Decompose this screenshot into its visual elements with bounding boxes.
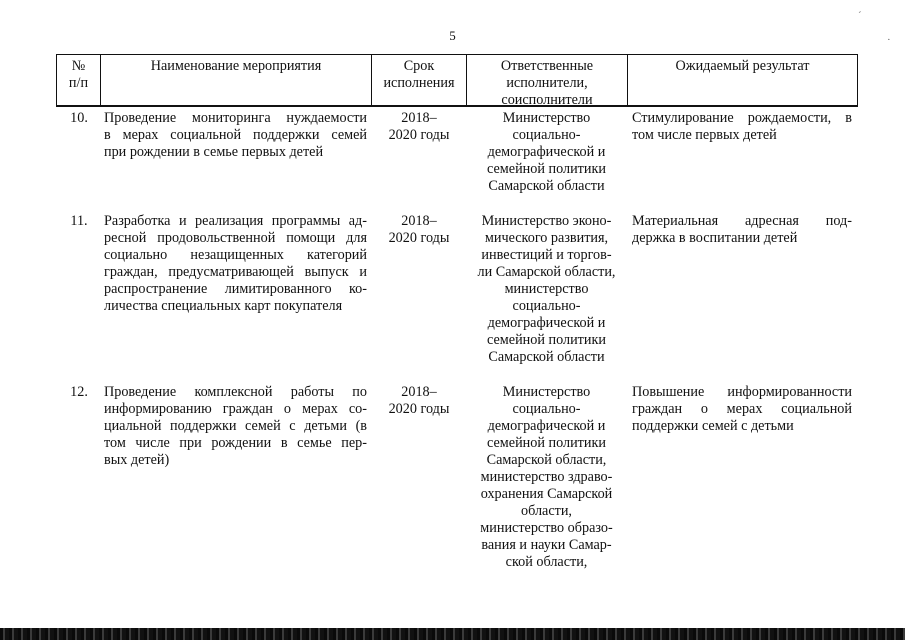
page-number: 5 <box>449 28 456 43</box>
row-12-responsible: Министерство социально- демографической и семейной политики Самарской области, министерство здраво- охранения Самарской области, министерство образо- вания и науки Самар- ской области, <box>480 384 613 570</box>
row-10-num: 10. <box>70 110 88 126</box>
header-name: Наименование мероприятия <box>150 58 322 74</box>
row-11-num: 11. <box>70 213 88 229</box>
header-num: № п/п <box>68 58 89 91</box>
row-12-num: 12. <box>70 384 88 400</box>
row-10-name: Проведение мониторинга нуждаемости в мерах социальной поддержки семей при рождении в семье первых детей <box>104 110 367 160</box>
row-12-result: Повышение информированности граждан о мерах социальной поддержки семей с детьми <box>632 384 852 434</box>
scan-edge <box>0 628 905 640</box>
row-12-name: Проведение комплексной работы по информированию граждан о мерах со- циальной поддержки семей с детьми (в том числе при рождении в семье пер- вых детей) <box>104 384 367 468</box>
row-11-term: 2018– 2020 годы <box>388 213 450 246</box>
header-result: Ожидаемый результат <box>675 58 810 74</box>
row-11-name: Разработка и реализация программы ад- ресной продовольственной помощи для социально незащищенных категорий граждан, предусматривающей выпуск и распространение лимитированного ко- личества специальных карт покупателя <box>104 213 367 314</box>
row-10-term: 2018– 2020 годы <box>388 110 450 143</box>
row-12-term: 2018– 2020 годы <box>388 384 450 417</box>
row-11-responsible: Министерство эконо- мического развития, инвестиций и торгов- ли Самарской области, министерство социально- демографической и семейной политики Самарской области <box>477 213 616 365</box>
header-responsible: Ответственные исполнители, соисполнители <box>500 58 594 108</box>
row-11-result: Материальная адресная под- держка в воспитании детей <box>632 213 852 246</box>
scan-mark: · <box>887 34 891 46</box>
row-10-responsible: Министерство социально- демографической и семейной политики Самарской области <box>487 110 606 194</box>
row-10-result: Стимулирование рождаемости, в том числе первых детей <box>632 110 852 143</box>
scan-mark: ˊ <box>858 10 862 22</box>
header-term: Срок исполнения <box>383 58 455 91</box>
